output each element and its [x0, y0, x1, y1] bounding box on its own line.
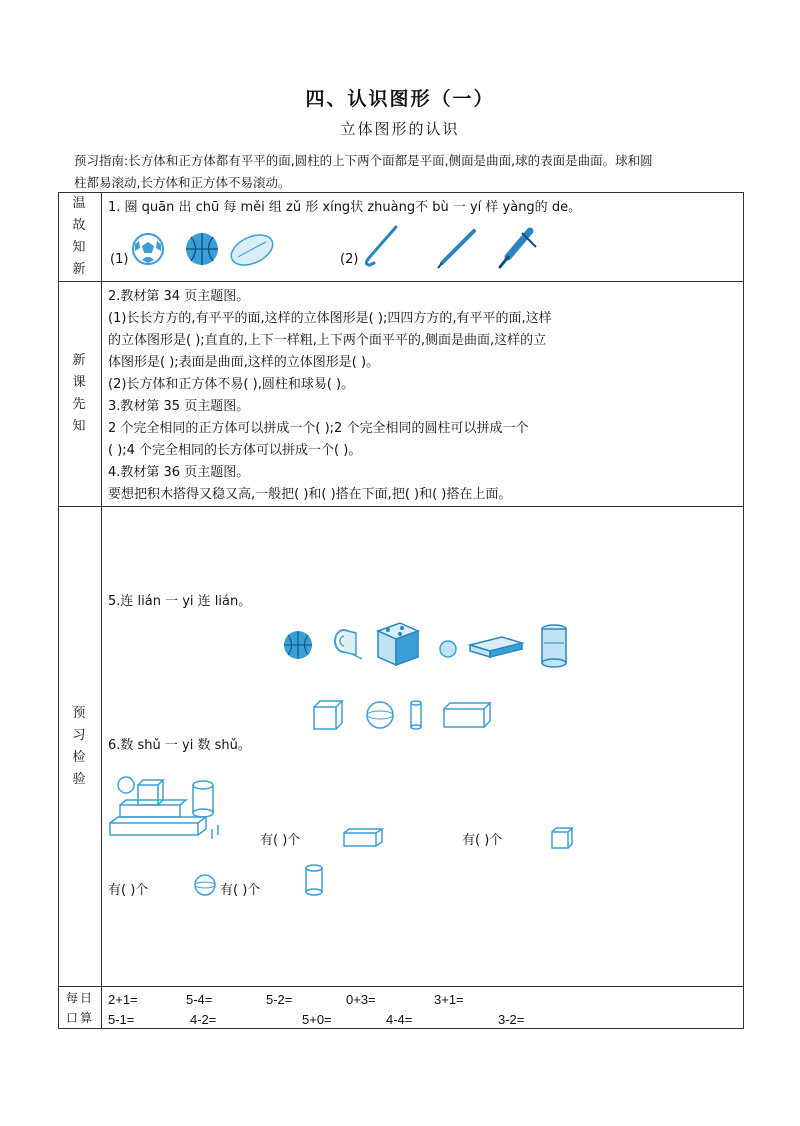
review-row	[59, 193, 744, 282]
newlesson-line: 2.教材第 34 页主题图。	[108, 289, 250, 304]
cuboid-small-icon	[342, 827, 386, 849]
check-content	[102, 507, 744, 987]
newlesson-row	[59, 282, 744, 507]
newlesson-label-text: 新课先知	[72, 353, 88, 434]
count-sphere-text: 有( )个	[108, 883, 149, 898]
worksheet-table	[58, 192, 744, 1029]
newlesson-line: 3.教材第 35 页主题图。	[108, 399, 250, 414]
count-cuboid-text: 有( )个	[260, 833, 301, 848]
syringe-icon	[500, 231, 536, 267]
cylinder-shape-icon	[411, 701, 421, 729]
flat-box-icon	[470, 637, 522, 657]
cube-box-icon	[378, 623, 418, 665]
review-label-text: 温故知新	[72, 196, 88, 277]
sphere-shape-icon	[367, 702, 393, 728]
daily-label-text: 每日口算	[66, 990, 95, 1025]
tape-roll-icon	[335, 630, 362, 659]
guide-line-2: 柱都易滚动,长方体和正方体不易滚动。	[74, 175, 291, 190]
check-label	[59, 507, 102, 987]
pencil-icon	[438, 231, 474, 268]
hockey-stick-icon	[366, 227, 396, 265]
cylinder-small-icon	[304, 863, 326, 899]
check-row	[59, 507, 744, 987]
group-2-label: (2)	[340, 252, 359, 267]
daily-row	[59, 987, 744, 1029]
group-2-sticks	[360, 223, 560, 271]
newlesson-label	[59, 282, 102, 507]
cube-small-icon	[550, 825, 574, 851]
newlesson-line: (1)长长方方的,有平平的面,这样的立体图形是( );四四方方的,有平平的面,这样	[108, 311, 552, 326]
count-cube-text: 有( )个	[462, 833, 503, 848]
calc-item: 5-4=	[186, 992, 213, 1007]
calc-item: 0+3=	[346, 992, 376, 1007]
question-1: 1. 圈 quān 出 chū 每 měi 组 zǔ 形 xíng状 zhuàng不 bù 一 yí 样 yàng的 de。	[108, 200, 582, 215]
object-row	[282, 615, 582, 675]
newlesson-line: 体图形是( );表面是曲面,这样的立体图形是( )。	[108, 355, 380, 370]
group-1-label: (1)	[110, 252, 129, 267]
rugby-ball-icon	[227, 229, 278, 271]
newlesson-line: 的立体图形是( );直直的,上下一样粗,上下两个面平平的,侧面是曲面,这样的立	[108, 333, 547, 348]
page-subtitle: 立体图形的认识	[340, 120, 460, 138]
daily-label	[59, 987, 102, 1029]
calc-item: 3+1=	[434, 992, 464, 1007]
calc-item: 5-1=	[108, 1012, 135, 1027]
newlesson-line: 4.教材第 36 页主题图。	[108, 465, 250, 480]
block-structure	[108, 765, 238, 849]
count-cylinder-text: 有( )个	[220, 883, 261, 898]
daily-content	[102, 987, 744, 1029]
group-1-balls	[130, 231, 280, 271]
page-title: 四、认识图形（一）	[305, 88, 495, 110]
review-label	[59, 193, 102, 282]
basketball-icon	[284, 631, 312, 659]
question-5: 5.连 lián 一 yi 连 lián。	[108, 594, 252, 609]
newlesson-line: 要想把积木搭得又稳又高,一般把( )和( )搭在下面,把( )和( )搭在上面。	[108, 487, 512, 502]
calc-item: 4-2=	[190, 1012, 217, 1027]
basketball-icon	[186, 233, 218, 265]
calc-item: 4-4=	[386, 1012, 413, 1027]
calc-item: 5-2=	[266, 992, 293, 1007]
newlesson-line: ( );4 个完全相同的长方体可以拼成一个( )。	[108, 443, 362, 458]
calc-item: 3-2=	[498, 1012, 525, 1027]
cube-shape-icon	[314, 701, 342, 729]
can-icon	[542, 625, 566, 667]
shape-row	[312, 697, 502, 737]
newlesson-line: (2)长方体和正方体不易( ),圆柱和球易( )。	[108, 377, 355, 392]
soccer-ball-icon	[133, 234, 163, 264]
newlesson-content	[102, 282, 744, 507]
calc-item: 5+0=	[302, 1012, 332, 1027]
guide-line-1: 预习指南:长方体和正方体都有平平的面,圆柱的上下两个面都是平面,侧面是曲面,球的表面是曲面。球和圆	[74, 153, 653, 168]
newlesson-line: 2 个完全相同的正方体可以拼成一个( );2 个完全相同的圆柱可以拼成一个	[108, 421, 529, 436]
preview-guide	[74, 150, 734, 194]
calc-item: 2+1=	[108, 992, 138, 1007]
question-6: 6.数 shǔ 一 yi 数 shǔ。	[108, 738, 251, 753]
review-content	[102, 193, 744, 282]
sphere-small-icon	[194, 873, 218, 899]
small-ball-icon	[440, 641, 456, 657]
cuboid-shape-icon	[444, 703, 490, 727]
check-label-text: 预习检验	[72, 705, 88, 787]
